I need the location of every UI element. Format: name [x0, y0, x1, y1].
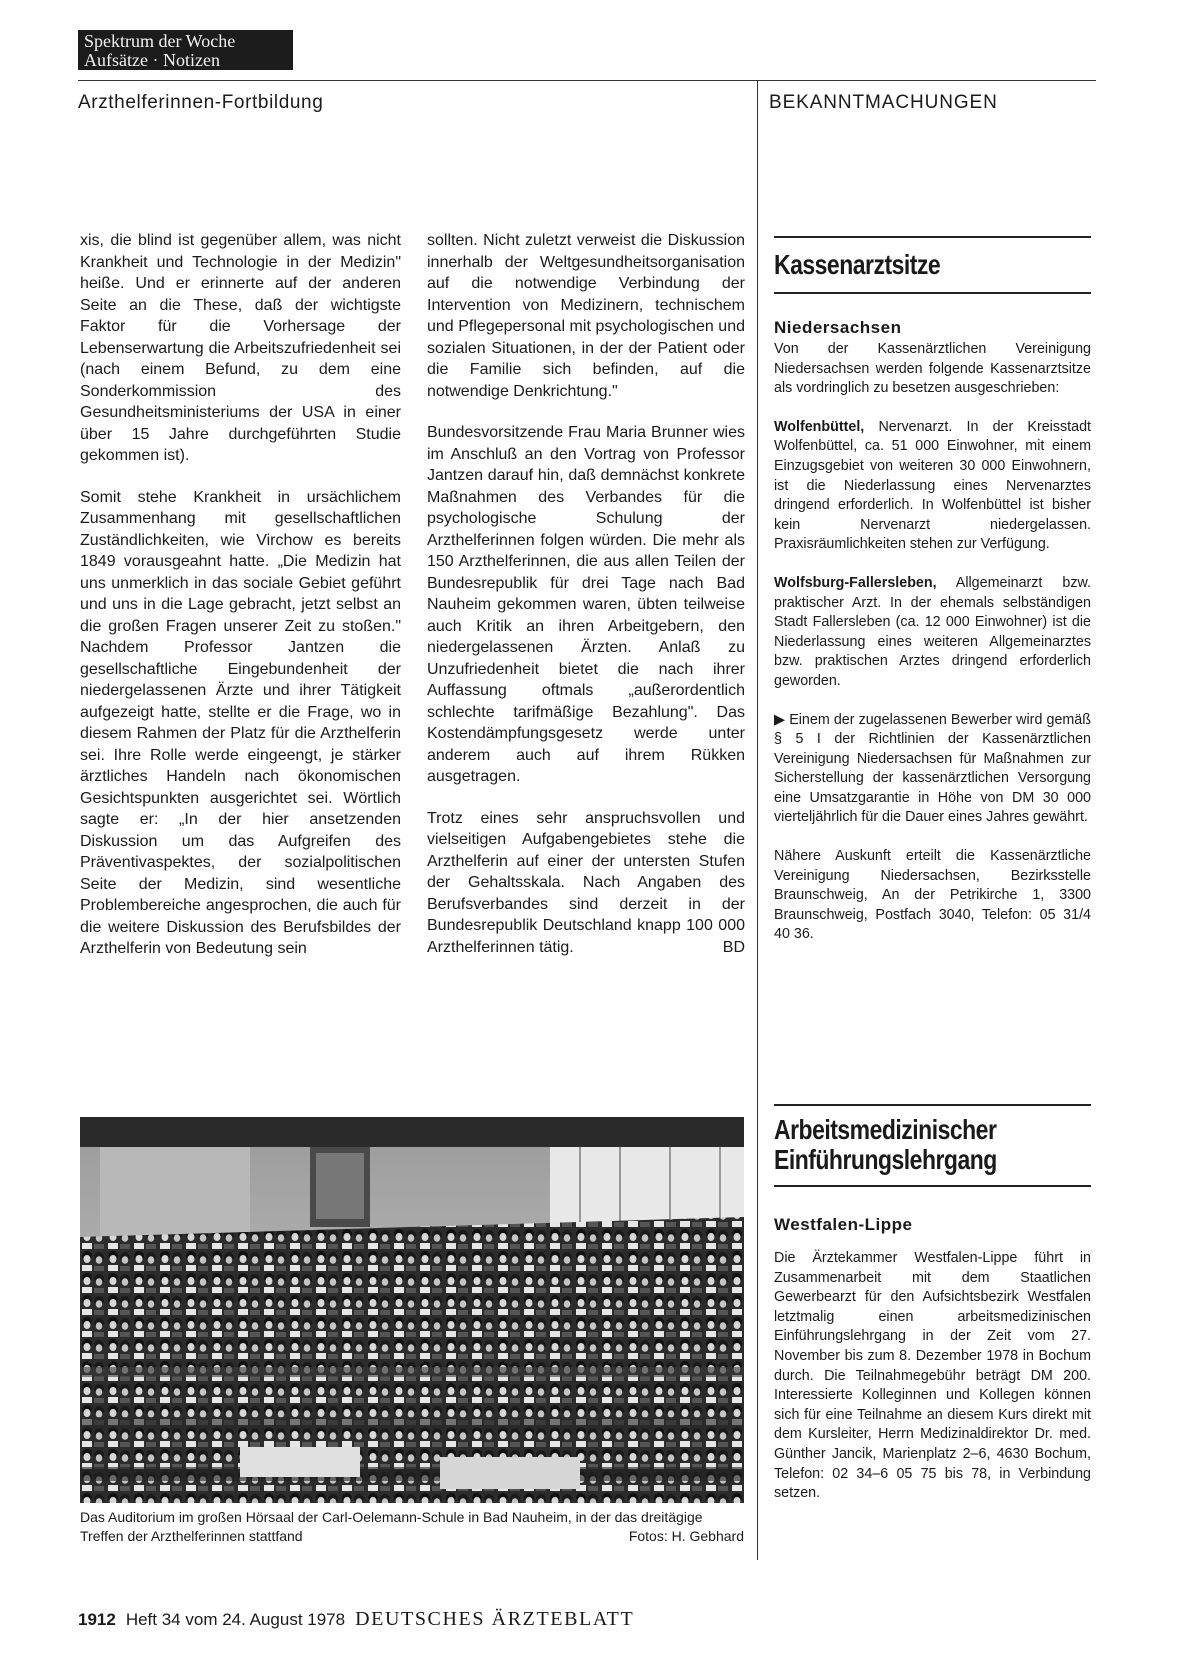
notices-section-title: BEKANNTMACHUNGEN [769, 92, 998, 113]
header-rule [78, 80, 1096, 81]
notice-region: Westfalen-Lippe [774, 1215, 913, 1234]
entry-place: Wolfsburg-Fallersleben, [774, 574, 937, 591]
notice-intro: Von der Kassenärztlichen Vereinigung Niedersachsen werden folgende Kassenarztsitze als vordringlich zu besetzen ausgeschrieben: [774, 341, 1091, 397]
notice-headline-line1: Arbeitsmedizinischer [774, 1114, 997, 1145]
kassenarztsitze-notice [774, 340, 1091, 964]
article-column-1 [80, 230, 401, 980]
notice-headline: Kassenarztsitze [774, 249, 941, 280]
notice-entry [774, 418, 1091, 555]
article-paragraph: Somit stehe Krankheit in ursächlichem Zusammenhang mit gesellschaftlichen Zuständlichkeiten, wie Virchow es bereits 1849 vorausgeahnt hatte. „Die Medizin hat uns unmerklich in das sociale Gebiet geführt und uns in die Lage gebracht, jetzt selbst an die großen Fragen unserer Zeit zu stoßen." Nachdem Professor Jantzen die gesellschaftliche Eingebundenheit der niedergelassenen Ärzte und ihrer Tätigkeit aufgezeigt hatte, stellte er die Frage, wo in diesem Rahmen der Platz für die Arzthelferin sei. Ihre Rolle werde eingeengt, je stärker ärztliches Handeln nach ökonomischen Gesichtspunkten ausgerichtet sei. Wörtlich sagte er: „In der hier ansetzenden Diskussion um das Aufgreifen des Präventivaspektes, der sozialpolitischen Seite der Medizin, sind wesentliche Problembereiche angesprochen, die auch für die weitere Diskussion des Berufsbildes der Arzthelferin von Bedeutung sein [80, 488, 401, 957]
section-badge [78, 30, 293, 70]
notice-rule [774, 292, 1091, 294]
article-paragraph: Bundesvorsitzende Frau Maria Brunner wies im Anschluß an den Vortrag von Professor Jantzen darauf hin, daß demnächst konkrete Maßnahmen des Verbandes für die psychologische Schulung der Arzthelferinnen folgen würden. Die mehr als 150 Arzthelferinnen, die aus allen Teilen der Bundesrepublik für drei Tage nach Bad Nauheim gekommen waren, übten teilweise auch Kritik an ihren Arbeitgebern, den niedergelassenen Ärzten. Anlaß zu Unzufriedenheit bietet die nach ihrer Auffassung oftmals „außerordentlich schlechte tarifmäßige Bezahlung". Das Kostendämpfungsgesetz werde unter anderem auch auf ihrem Rükken ausgetragen. [427, 424, 745, 785]
notice-entry [774, 574, 1091, 692]
notice-guarantee: ▶ Einem der zugelassenen Bewerber wird gemäß § 5 I der Richtlinien der Kassenärztlichen Vereinigung Niedersachsen für Maßnahmen zur Sicherstellung der kassenärztlichen Versorgung eine Umsatzgarantie in Höhe von DM 30 000 vierteljährlich für die Dauer eines Jahres gewährt. [774, 711, 1091, 826]
journal-name: DEUTSCHES ÄRZTEBLATT [355, 1608, 635, 1630]
photo-caption-text: Das Auditorium im großen Hörsaal der Carl-Oelemann-Schule in Bad Nauheim, in der das dreitägige Treffen der Arzthelferinnen stattfand [80, 1509, 703, 1544]
notice-rule [774, 236, 1091, 238]
author-signature: BD [722, 938, 745, 956]
notice-text: Die Ärztekammer Westfalen-Lippe führt in Zusammenarbeit mit dem Staatlichen Gewerbearzt für den Aufsichtsbezirk Westfalen letztmalig einen arbeitsmedizinischen Einführungslehrgang in der Zeit vom 27. November bis zum 8. Dezember 1978 in Bochum durch. Die Teilnahmegebühr beträgt DM 200. Interessierte Kolleginnen und Kollegen können sich für eine Teilnahme an diesem Kurs direkt mit dem Kursleiter, Herrn Medizinaldirektor Dr. med. Günther Jancik, Marienplatz 2–6, 4630 Bochum, Telefon: 02 34–6 05 75 bis 78, in Verbindung setzen. [774, 1250, 1091, 1502]
article-column-2 [427, 230, 745, 978]
photo-credit: Fotos: H. Gebhard [628, 1528, 744, 1544]
entry-text: Nervenarzt. In der Kreisstadt Wolfenbüttel, ca. 51 000 Einwohner, mit einem Einzugsgebiet von weiteren 30 000 Einwohnern, ist die Niederlassung eines Nervenarztes dringend erforderlich. In Wolfenbüttel ist bisher kein Nervenarzt niedergelassen. Praxisräumlichkeiten stehen zur Verfügung. [774, 418, 1091, 553]
notice-contact: Nähere Auskunft erteilt die Kassenärztliche Vereinigung Niedersachsen, Bezirksstelle Braunschweig, An der Petrikirche 1, 3300 Braunschweig, Postfach 3040, Telefon: 05 31/4 40 36. [774, 848, 1091, 943]
article-topic: Arzthelferinnen-Fortbildung [78, 92, 324, 113]
article-paragraph-text: Trotz eines sehr anspruchsvollen und vielseitigen Aufgabengebietes stehe die Arzthelferin auf einer der untersten Stufen der Gehaltsskala. Nach Angaben des Berufsverbandes sind derzeit in der Bundesrepublik Deutschland knapp 100 000 Arzthelferinnen tätig. [427, 809, 745, 956]
notice-headline [774, 1115, 1094, 1175]
section-badge-line1: Spektrum der Woche [84, 31, 236, 51]
notice-headline-line2: Einführungslehrgang [774, 1144, 997, 1175]
notice-region: Niedersachsen [774, 318, 902, 337]
entry-place: Wolfenbüttel, [774, 418, 865, 435]
article-paragraph: xis, die blind ist gegenüber allem, was nicht Krankheit und Technologie in der Medizin" heiße. Und er erinnerte auf der anderen Seite an die These, daß der wichtigste Faktor für die Vorhersage der Lebenserwartung die Arbeitszufriedenheit sei (nach einem Befund, zu dem eine Sonderkommission des Gesundheitsministeriums der USA in einer über 15 Jahre durchgeführten Studie gekommen ist). [80, 232, 401, 464]
article-paragraph: sollten. Nicht zuletzt verweist die Diskussion innerhalb der Weltgesundheitsorganisation auf die notwendige Verbindung der Intervention von Medizinern, technischem und Pflegepersonal mit psychologischen und sozialen Situationen, in der der Patient oder die Familie sich befinden, auf die notwendige Denkrichtung." [427, 232, 745, 400]
section-badge-line2: Aufsätze · Notizen [84, 50, 220, 70]
notice-rule [774, 1185, 1091, 1187]
page-footer [78, 1608, 634, 1631]
auditorium-photo-image [80, 1117, 744, 1503]
page-number: 1912 [78, 1610, 116, 1629]
column-divider [757, 80, 758, 1560]
photo-caption [80, 1508, 744, 1546]
article-paragraph-last [427, 808, 745, 959]
issue-info: Heft 34 vom 24. August 1978 [125, 1610, 346, 1629]
entry-text: Allgemeinarzt bzw. praktischer Arzt. In der ehemals selbständigen Stadt Fallersleben (ca. 12 000 Einwohner) ist die Niederlassung eines weiteren Allgemeinarztes bzw. praktischen Arztes dringend erforderlich geworden. [774, 574, 1091, 689]
auditorium-photo [80, 1117, 744, 1503]
notice-rule [774, 1104, 1091, 1106]
